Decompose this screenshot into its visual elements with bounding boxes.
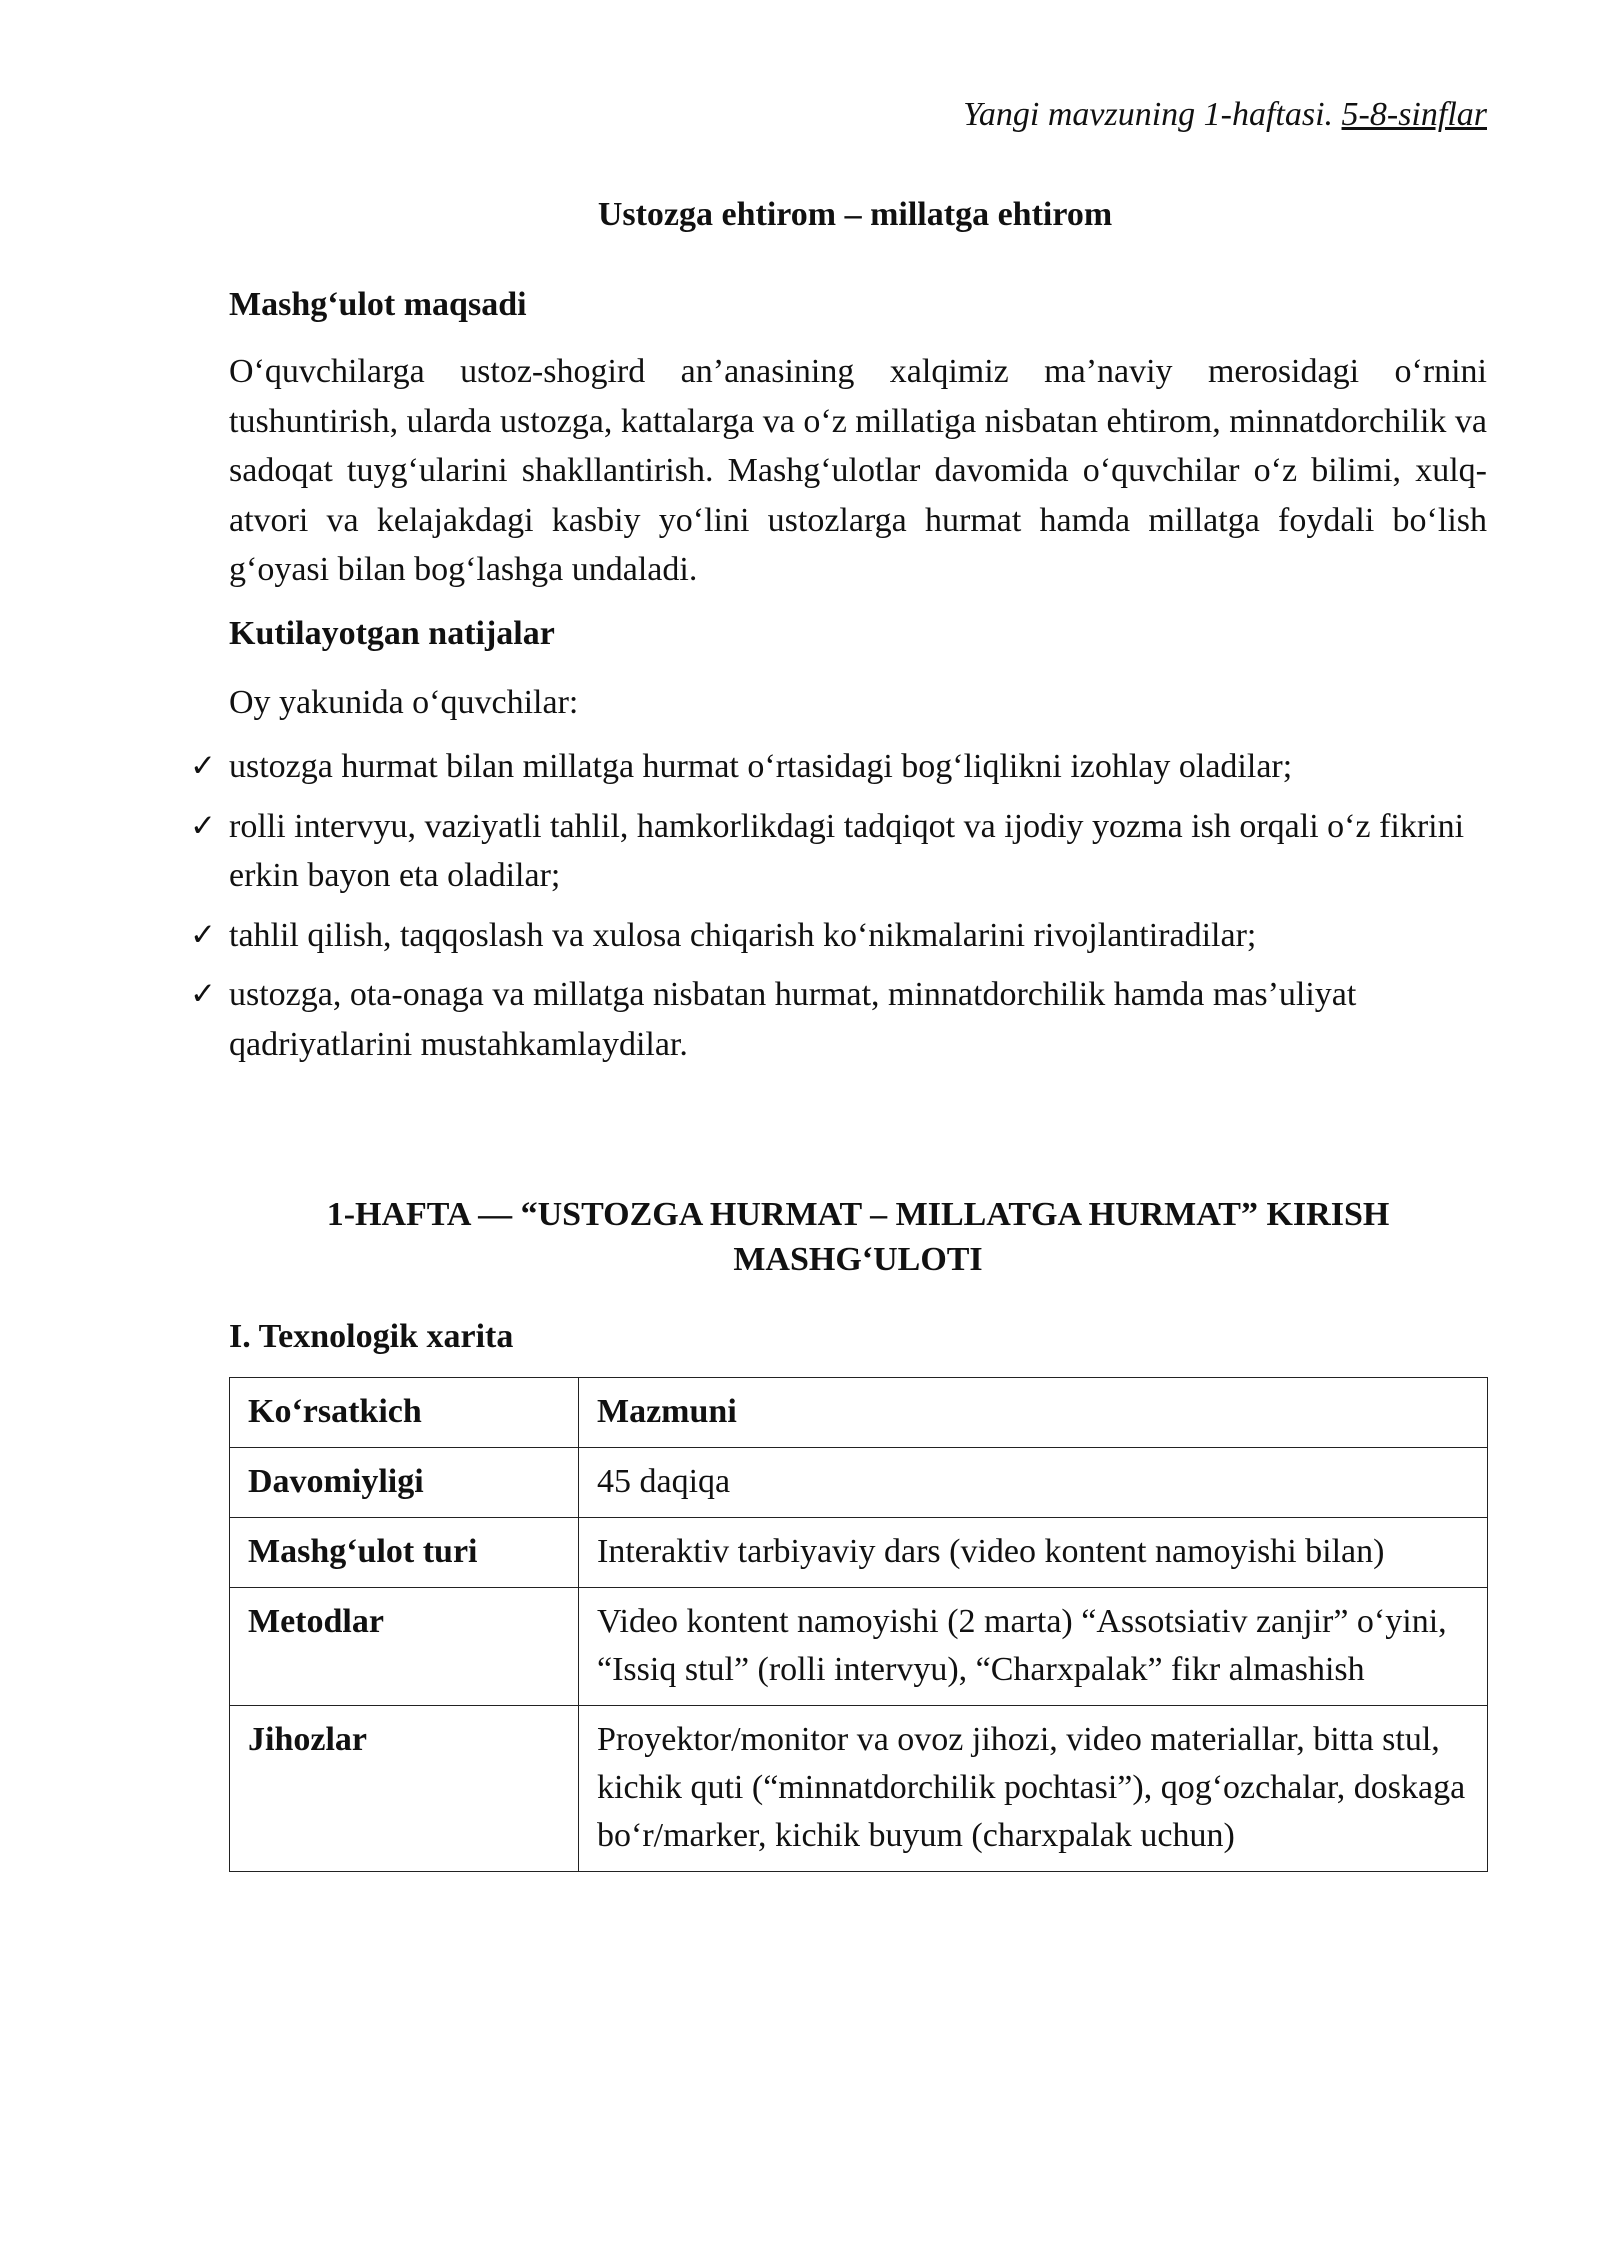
week-title: 1-HAFTA — “USTOZGA HURMAT – MILLATGA HURMAT” KIRISH MASHG‘ULOTI	[326, 1196, 1390, 1278]
table-header-content: Mazmuni	[579, 1378, 1488, 1448]
table-header-row	[230, 1378, 1488, 1448]
table-cell-value: 45 daqiqa	[579, 1448, 1488, 1518]
list-item	[190, 802, 1490, 901]
check-mark-icon: ✓	[190, 807, 216, 844]
table-cell-value: Proyektor/monitor va ovoz jihozi, video materiallar, bitta stul, kichik quti (“minnatdorchilik pochtasi”), qog‘ozchalar, doskaga bo‘r/marker, kichik buyum (charxpalak uchun)	[579, 1706, 1488, 1872]
document-title: Ustozga ehtirom – millatga ehtirom	[597, 196, 1113, 233]
list-item-text: ustozga hurmat bilan millatga hurmat o‘rtasidagi bog‘liqlikni izohlay oladilar;	[229, 748, 1293, 785]
table-header-indicator: Ko‘rsatkich	[230, 1378, 579, 1448]
check-mark-icon: ✓	[190, 976, 216, 1012]
table-cell-value: Interaktiv tarbiyaviy dars (video kontent namoyishi bilan)	[579, 1518, 1488, 1588]
running-header	[963, 96, 1487, 134]
results-list	[190, 742, 1490, 1079]
table-cell-key: Mashg‘ulot turi	[230, 1518, 579, 1588]
list-item-text: tahlil qilish, taqqoslash va xulosa chiqarish ko‘nikmalarini rivojlantiradilar;	[229, 916, 1257, 954]
check-mark-icon: ✓	[190, 916, 216, 953]
results-heading: Kutilayotgan natijalar	[229, 615, 555, 652]
technology-map-heading: I. Texnologik xarita	[229, 1318, 514, 1355]
goal-heading: Mashg‘ulot maqsadi	[229, 286, 527, 323]
table-row	[230, 1706, 1488, 1872]
table-cell-key: Jihozlar	[230, 1706, 579, 1872]
list-item-text: ustozga, ota-onaga va millatga nisbatan hurmat, minnatdorchilik hamda mas’uliyat qadriyatlarini mustahkamlaydilar.	[229, 976, 1357, 1063]
table-row	[230, 1448, 1488, 1518]
list-item	[190, 742, 1490, 792]
results-intro: Oy yakunida o‘quvchilar:	[229, 684, 579, 721]
goal-paragraph: O‘quvchilarga ustoz-shogird an’anasining xalqimiz ma’naviy merosidagi o‘rnini tushuntirish, ularda ustozga, kattalarga va o‘z millatiga nisbatan ehtirom, minnatdorchilik va sadoqat tuyg‘ularini shakllantirish. Mashg‘ulotlar davomida o‘quvchilar o‘z bilimi, xulq-atvori va kelajakdagi kasbiy yo‘lini ustozlarga hurmat hamda millatga foydali bo‘lish g‘oyasi bilan bog‘lashga undaladi.	[229, 353, 1487, 588]
table-row	[230, 1588, 1488, 1706]
table-cell-key: Metodlar	[230, 1588, 579, 1706]
list-item	[190, 970, 1490, 1069]
check-mark-icon: ✓	[190, 748, 216, 784]
table-row	[230, 1518, 1488, 1588]
table-cell-value: Video kontent namoyishi (2 marta) “Assotsiativ zanjir” o‘yini, “Issiq stul” (rolli intervyu), “Charxpalak” fikr almashish	[579, 1588, 1488, 1706]
table-cell-key: Davomiyligi	[230, 1448, 579, 1518]
list-item	[190, 911, 1490, 961]
technology-map-table	[229, 1377, 1488, 1872]
header-week-label: Yangi mavzuning 1-haftasi.	[963, 96, 1334, 133]
list-item-text: rolli intervyu, vaziyatli tahlil, hamkorlikdagi tadqiqot va ijodiy yozma ish orqali o‘z fikrini erkin bayon eta oladilar;	[229, 807, 1465, 894]
header-grades-label: 5-8-sinflar	[1341, 96, 1487, 133]
